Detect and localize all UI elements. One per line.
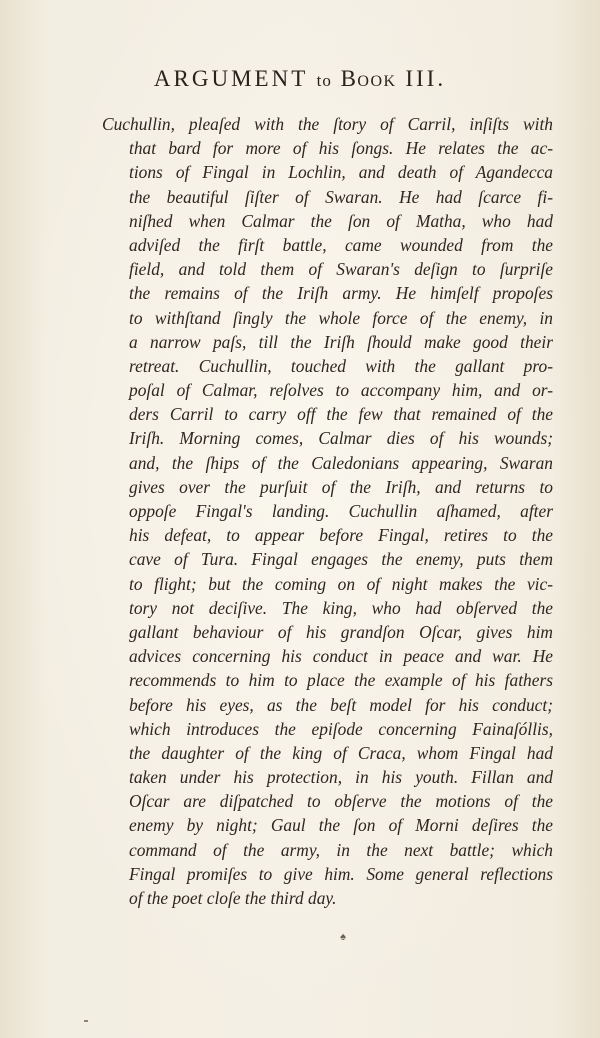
argument-line: which introduces the epiſode concerning Fainaſóllis, [129, 718, 553, 739]
argument-line: advices concerning his conduct in peace and war. He [129, 646, 553, 667]
title-number: III. [405, 66, 447, 91]
title-book: Book [340, 66, 397, 91]
title-to: to [316, 71, 332, 90]
argument-line: adviſed the firſt battle, came wounded from the [129, 234, 553, 255]
argument-line: that bard for more of his ſongs. He relates the ac- [129, 138, 553, 159]
argument-line: cave of Tura. Fingal engages the enemy, puts them [129, 549, 553, 570]
argument-line: tions of Fingal in Lochlin, and death of Agandecca [129, 162, 553, 183]
argument-line: oppoſe Fingal's landing. Cuchullin aſhamed, after [129, 501, 553, 521]
argument-line: Oſcar are diſpatched to obſerve the motions of the [129, 791, 553, 812]
printer-ornament-icon: ♠ [340, 931, 346, 943]
argument-line: gallant behaviour of his grandſon Oſcar, gives him [129, 621, 553, 642]
argument-line: poſal of Calmar, reſolves to accompany him, and or- [129, 380, 553, 401]
argument-text [102, 112, 553, 910]
argument-line: field, and told them of Swaran's deſign to ſurpriſe [129, 259, 553, 280]
page-title [0, 66, 600, 92]
argument-line: tory not deciſive. The king, who had obſerved the [129, 597, 553, 618]
argument-line: the daughter of the king of Craca, whom Fingal had [129, 742, 553, 763]
argument-line: Cuchullin, pleaſed with the ſtory of Carril, inſiſts with [102, 114, 553, 134]
argument-line: of the poet cloſe the third day. [129, 888, 337, 908]
argument-line: the beautiful ſiſter of Swaran. He had ſcarce fi- [129, 186, 553, 207]
argument-line: retreat. Cuchullin, touched with the gallant pro- [129, 355, 553, 376]
argument-line: and, the ſhips of the Caledonians appearing, Swaran [129, 452, 553, 473]
argument-line: taken under his protection, in his youth. Fillan and [129, 767, 553, 788]
argument-line: Fingal promiſes to give him. Some general reflections [129, 863, 553, 884]
argument-line: niſhed when Calmar the ſon of Matha, who had [129, 210, 553, 231]
argument-line: ders Carril to carry off the few that remained of the [129, 404, 553, 425]
page-blemish [84, 1020, 88, 1022]
title-argument: ARGUMENT [153, 66, 308, 91]
argument-line: recommends to him to place the example of his fathers [129, 670, 553, 691]
argument-line: the remains of the Iriſh army. He himſelf propoſes [129, 283, 553, 304]
argument-line: before his eyes, as the beſt model for his conduct; [129, 694, 553, 715]
argument-line: enemy by night; Gaul the ſon of Morni deſires the [129, 815, 553, 836]
argument-line: gives over the purſuit of the Iriſh, and returns to [129, 476, 553, 497]
argument-line: Iriſh. Morning comes, Calmar dies of his wounds; [129, 428, 553, 449]
argument-line: his defeat, to appear before Fingal, retires to the [129, 525, 553, 546]
argument-line: to withſtand ſingly the whole force of the enemy, in [129, 307, 553, 328]
argument-line: to flight; but the coming on of night makes the vic- [129, 573, 553, 594]
argument-line: a narrow paſs, till the Iriſh ſhould make good their [129, 331, 553, 352]
argument-line: command of the army, in the next battle; which [129, 839, 553, 860]
